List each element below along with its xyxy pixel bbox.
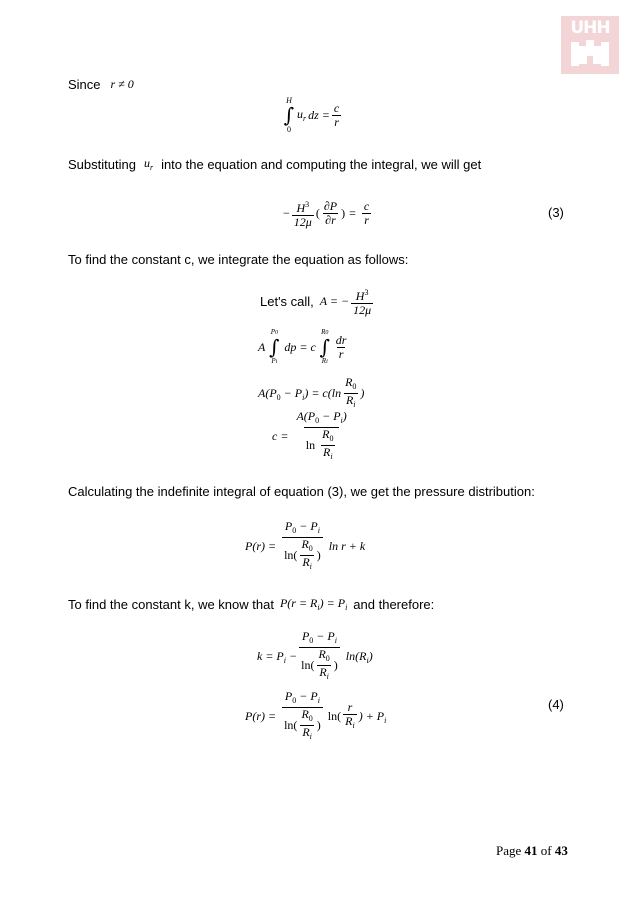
sub-i: i xyxy=(317,526,320,535)
Pr: P(r) = xyxy=(245,539,277,553)
sub-i: i xyxy=(334,636,337,645)
footer-prefix: Page xyxy=(496,843,522,858)
k-equation xyxy=(257,630,373,683)
k-tail: ln(R xyxy=(345,648,367,663)
sub-0: 0 xyxy=(276,392,281,402)
close-paren: ) xyxy=(360,386,365,400)
eq3-denominator: 12μ xyxy=(293,215,312,229)
eq3-c-over-r xyxy=(362,200,371,227)
dr: dr xyxy=(335,332,347,347)
frac-numerator-c: c xyxy=(333,100,340,115)
R: R xyxy=(301,537,309,551)
ln-open: ln( xyxy=(301,658,315,672)
r-over-Ri xyxy=(343,701,357,732)
A-def-fraction xyxy=(351,286,373,317)
sub-i: i xyxy=(366,655,369,665)
A-int-body: dp = c xyxy=(284,339,316,354)
eq3-minus: − xyxy=(283,206,290,220)
page-footer xyxy=(496,843,568,859)
since-line xyxy=(68,77,134,92)
castle-icon xyxy=(561,16,619,74)
eq3-fraction-h3 xyxy=(292,198,314,229)
sub-i: i xyxy=(330,452,333,461)
R0-over-Ri xyxy=(316,648,331,683)
c-eq: c = xyxy=(272,429,289,443)
eq3-H: H xyxy=(296,201,306,215)
sub-i: i xyxy=(345,603,348,612)
A-int2-upper: R xyxy=(321,328,326,336)
since-condition: r ≠ 0 xyxy=(110,77,134,91)
A-int-upper-sub: 0 xyxy=(274,330,278,336)
k-tail-end: ) xyxy=(368,648,373,663)
k-fraction xyxy=(299,630,340,683)
A-int-upper: P xyxy=(270,328,275,336)
A-def-den: 12μ xyxy=(353,303,372,317)
minus-P: − P xyxy=(313,629,335,643)
A-int-lower-sub: i xyxy=(275,359,278,365)
int1-upper-limit: H xyxy=(286,96,292,105)
P0: P xyxy=(284,519,293,533)
A-int2-lower: R xyxy=(321,357,327,365)
sub-i: i xyxy=(326,672,329,681)
ln-r-plus-k: ln r + k xyxy=(328,539,366,553)
close-paren: ) xyxy=(316,718,321,732)
pressure-fraction xyxy=(282,520,323,573)
integral-sign: ∫ xyxy=(283,103,295,127)
A-def-H: H xyxy=(355,289,365,303)
sub-i: i xyxy=(317,603,320,612)
ur-symbol: u xyxy=(143,156,150,170)
substituting-text: Substituting xyxy=(68,156,136,172)
A-def-H-exp: 3 xyxy=(364,288,369,297)
c-fraction xyxy=(294,410,348,463)
ln-r-open: ln( xyxy=(327,709,342,723)
c-num: A(P xyxy=(296,409,316,423)
P0: P xyxy=(301,629,310,643)
footer-of: of xyxy=(540,843,552,858)
find-k-text: To find the constant k, we know that xyxy=(68,596,274,612)
sub-i: i xyxy=(353,400,356,409)
minus-P: − P xyxy=(296,689,318,703)
eq3-H-exp: 3 xyxy=(305,200,310,209)
int1-body-sub: r xyxy=(303,114,307,123)
c-num-mid: − P xyxy=(319,409,341,423)
equation-number-3: (3) xyxy=(548,205,564,220)
equation-3: − $\frac{H^3}{12\mu}$ ( $\frac{\partial P}{\partial r}$ ) = $\frac{c}{r}$ xyxy=(283,199,370,229)
A-line3-mid: − P xyxy=(280,385,303,400)
R: R xyxy=(318,647,326,661)
since-text: Since xyxy=(68,77,101,92)
sub-i: i xyxy=(302,392,305,402)
sub-0: 0 xyxy=(309,636,314,645)
A-int2-upper-sub: 0 xyxy=(325,330,329,336)
calculating-text: Calculating the indefinite integral of equation (3), we get the pressure distribution: xyxy=(68,484,535,499)
A-line3-eq: ) = c(ln xyxy=(304,385,342,400)
plus-Pi: ) + P xyxy=(358,708,385,723)
c-over-r-fraction xyxy=(332,102,341,129)
eq3-c: c xyxy=(363,199,370,213)
c-num-end: ) xyxy=(342,409,347,423)
cond: P(r = R xyxy=(279,596,318,610)
R: R xyxy=(322,445,331,459)
R: R xyxy=(345,714,353,728)
find-k-text-2: and therefore: xyxy=(353,596,435,612)
equation-4 xyxy=(245,690,386,743)
eq4-fraction xyxy=(282,690,323,743)
k-eq: k = P xyxy=(257,648,284,663)
logo-text: UHH xyxy=(570,18,610,38)
pressure-equation xyxy=(245,520,365,573)
find-c-text: To find the constant c, we integrate the equation as follows: xyxy=(68,252,409,267)
sub-0: 0 xyxy=(292,696,297,705)
R: R xyxy=(302,555,310,569)
sub-i: i xyxy=(352,721,355,730)
sub-i: i xyxy=(283,655,286,665)
R0-over-Ri xyxy=(343,376,358,411)
university-logo xyxy=(561,16,619,74)
sub-i: i xyxy=(309,562,312,571)
sub-i: i xyxy=(317,696,320,705)
int1-dz: dz = xyxy=(308,107,330,122)
R0-over-Ri xyxy=(320,428,335,463)
ln-open: ln( xyxy=(284,548,298,562)
substituting-line xyxy=(68,156,481,172)
substituting-text-2: into the equation and computing the integral, we will get xyxy=(161,156,482,172)
R0-over-Ri xyxy=(299,538,314,573)
r: r xyxy=(347,700,353,714)
equation-number-4: (4) xyxy=(548,697,564,712)
ur-sub: r xyxy=(149,163,154,172)
sub-0: 0 xyxy=(292,526,297,535)
R: R xyxy=(345,393,354,407)
R0-over-Ri xyxy=(299,708,314,743)
cond-mid: ) = P xyxy=(319,596,346,610)
sub-0: 0 xyxy=(315,416,320,425)
eq3-dP: ∂P xyxy=(323,199,338,213)
A-integral-line: A P0 ∫ Pi dp = c R0 ∫ Ri $\frac{dr}{r}$ xyxy=(258,328,347,365)
sub-0: 0 xyxy=(329,434,334,443)
sub-0: 0 xyxy=(325,654,330,663)
footer-total: 43 xyxy=(554,843,568,858)
integral-equation-1 xyxy=(283,96,343,134)
sub-0: 0 xyxy=(308,544,313,553)
sub-i: i xyxy=(309,732,312,741)
ln-open: ln( xyxy=(284,718,298,732)
integral-sign: ∫ xyxy=(269,335,280,359)
eq3-dr: ∂r xyxy=(325,213,336,227)
eq3-r: r xyxy=(364,213,369,227)
sub-i: i xyxy=(340,416,343,425)
eq3-partial-fraction xyxy=(322,200,339,227)
int1-body: u xyxy=(297,107,303,121)
int1-lower-limit: 0 xyxy=(287,125,291,134)
R: R xyxy=(319,665,327,679)
dr-over-r xyxy=(334,334,349,361)
A-int2-lower-sub: i xyxy=(326,359,328,365)
close-paren: ) xyxy=(333,658,338,672)
R: R xyxy=(322,427,330,441)
lets-call-text: Let's call, xyxy=(260,294,314,309)
sub-0: 0 xyxy=(308,714,313,723)
R: R xyxy=(301,707,309,721)
minus-P: − P xyxy=(296,519,318,533)
r: r xyxy=(338,346,344,361)
A-def: A = − xyxy=(319,294,350,308)
R: R xyxy=(302,725,310,739)
k-minus: − xyxy=(286,648,298,663)
find-k-line xyxy=(68,596,434,612)
Pr: P(r) = xyxy=(245,709,277,723)
P0: P xyxy=(284,689,293,703)
integral-sign: ∫ xyxy=(319,335,330,359)
footer-page: 41 xyxy=(524,843,538,858)
R: R xyxy=(345,375,353,389)
frac-denominator-r: r xyxy=(334,114,339,129)
A-int-lower: P xyxy=(271,357,276,365)
eq3-equals: = xyxy=(349,206,356,220)
A-line3 xyxy=(258,376,364,411)
A-line3-left: A(P xyxy=(258,385,277,400)
lets-call-line xyxy=(260,286,375,317)
c-equation xyxy=(272,410,351,463)
sub-0: 0 xyxy=(352,382,357,391)
close-paren: ) xyxy=(316,548,321,562)
sub-i: i xyxy=(384,715,387,725)
ln: ln xyxy=(305,438,316,452)
